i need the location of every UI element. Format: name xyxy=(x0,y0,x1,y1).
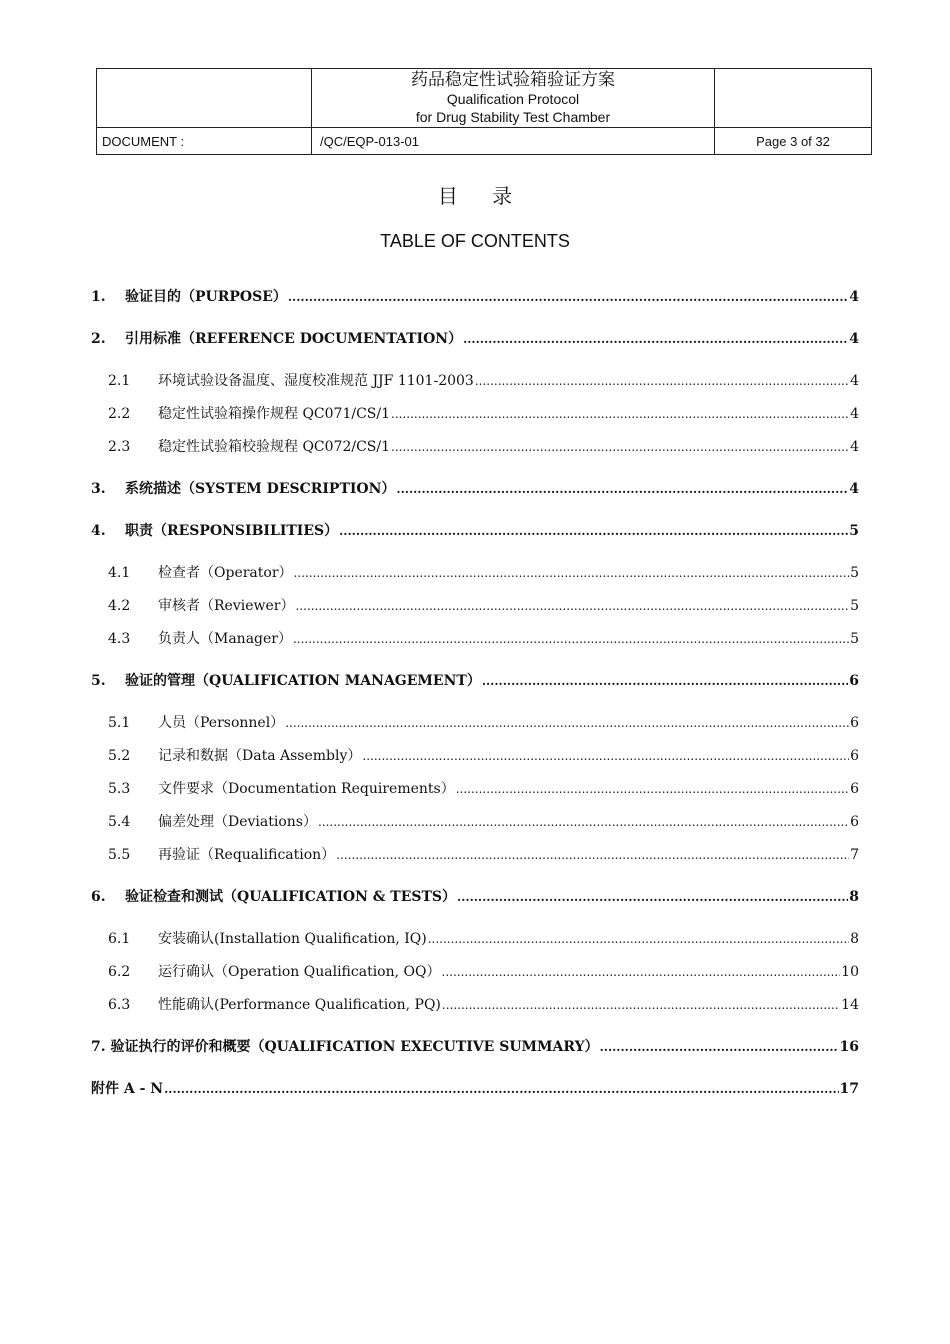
toc-entry-page: 4 xyxy=(849,481,859,497)
toc-leader-dots xyxy=(293,628,849,650)
toc-entry-page: 6 xyxy=(850,715,859,731)
toc-entry[interactable] xyxy=(91,436,859,458)
toc-entry-page: 8 xyxy=(850,931,859,947)
toc-entry[interactable] xyxy=(91,961,859,983)
toc-entry-page: 5 xyxy=(849,523,859,539)
toc-entry-number: 2.1 xyxy=(108,373,131,389)
toc-entry-page: 6 xyxy=(849,673,859,689)
toc-leader-dots xyxy=(482,670,848,692)
toc-entry-page: 4 xyxy=(850,373,859,389)
toc-entry-page: 5 xyxy=(850,565,859,581)
toc-leader-dots xyxy=(463,328,848,350)
toc-entry-page: 4 xyxy=(849,331,859,347)
toc-leader-dots xyxy=(396,478,848,500)
toc-entry-number: 5.4 xyxy=(108,814,131,830)
toc-entry[interactable] xyxy=(91,628,859,650)
toc-entry[interactable] xyxy=(91,778,859,800)
toc-entry-title: 文件要求（Documentation Requirements） xyxy=(158,781,455,797)
toc-entry-number: 5. xyxy=(91,673,106,689)
toc-leader-dots xyxy=(336,844,849,866)
toc-leader-dots xyxy=(391,403,849,425)
toc-entry-title: 检查者（Operator） xyxy=(158,565,293,581)
toc-leader-dots xyxy=(288,286,848,308)
document-label: DOCUMENT : xyxy=(97,128,312,155)
toc-entry-page: 4 xyxy=(850,406,859,422)
toc-entry-number: 5.3 xyxy=(108,781,131,797)
toc-entry-number: 2.3 xyxy=(108,439,131,455)
toc-entry-title: 偏差处理（Deviations） xyxy=(158,814,317,830)
toc-entry[interactable] xyxy=(91,745,859,767)
toc-entry-number: 5.2 xyxy=(108,748,131,764)
toc-entry-page: 4 xyxy=(849,289,859,305)
toc-entry-title: 7. 验证执行的评价和概要（QUALIFICATION EXECUTIVE SUMMARY） xyxy=(91,1039,599,1055)
toc-entry-number: 6.1 xyxy=(108,931,131,947)
toc-entry-title: 系统描述（SYSTEM DESCRIPTION） xyxy=(125,481,396,497)
toc-entry[interactable] xyxy=(91,370,859,392)
header-blank-left xyxy=(97,69,312,128)
toc-entry[interactable] xyxy=(91,595,859,617)
toc-entry-number: 4.2 xyxy=(108,598,131,614)
toc-entry[interactable] xyxy=(91,328,859,350)
toc-entry-title: 审核者（Reviewer） xyxy=(158,598,295,614)
toc-entry-title: 附件 A - N xyxy=(91,1081,164,1097)
toc-entry-number: 3. xyxy=(91,481,106,497)
toc-entry[interactable] xyxy=(91,403,859,425)
toc-entry-page: 6 xyxy=(850,781,859,797)
toc-leader-dots xyxy=(164,1078,838,1100)
toc-entry[interactable] xyxy=(91,844,859,866)
toc-leader-dots xyxy=(339,520,848,542)
toc-leader-dots xyxy=(318,811,849,833)
toc-entry-number: 5.5 xyxy=(108,847,131,863)
toc-entry-title: 引用标准（REFERENCE DOCUMENTATION） xyxy=(125,331,463,347)
header-blank-right xyxy=(715,69,872,128)
toc-entry-page: 7 xyxy=(850,847,859,863)
toc-entry[interactable] xyxy=(91,712,859,734)
toc-entry[interactable] xyxy=(91,886,859,908)
toc-leader-dots xyxy=(362,745,849,767)
toc-title-cn: 目 录 xyxy=(437,184,527,208)
toc-leader-dots xyxy=(391,436,849,458)
toc-entry-title: 再验证（Requalification） xyxy=(158,847,336,863)
toc-entry-page: 4 xyxy=(850,439,859,455)
toc-entry-page: 10 xyxy=(841,964,859,980)
toc-entry-title: 人员（Personnel） xyxy=(158,715,285,731)
toc-entry[interactable] xyxy=(91,1078,859,1100)
toc-entry-number: 2. xyxy=(91,331,106,347)
toc-entry-page: 5 xyxy=(850,631,859,647)
document-header-table xyxy=(96,68,872,155)
toc-entry[interactable] xyxy=(91,994,859,1016)
toc-entry[interactable] xyxy=(91,520,859,542)
toc-leader-dots xyxy=(456,778,849,800)
toc-entry[interactable] xyxy=(91,811,859,833)
toc-entry-number: 6.3 xyxy=(108,997,131,1013)
toc-entry[interactable] xyxy=(91,1036,859,1058)
toc-entry-page: 14 xyxy=(841,997,859,1013)
document-title-cell xyxy=(312,69,715,128)
toc-entry-page: 6 xyxy=(850,748,859,764)
toc-leader-dots xyxy=(442,994,840,1016)
toc-entry-number: 4. xyxy=(91,523,106,539)
toc-leader-dots xyxy=(475,370,849,392)
toc-entry-page: 6 xyxy=(850,814,859,830)
toc-entry-number: 2.2 xyxy=(108,406,131,422)
toc-entry[interactable] xyxy=(91,478,859,500)
toc-entry-number: 6. xyxy=(91,889,106,905)
toc-entry-page: 16 xyxy=(839,1039,859,1055)
document-title-en-line1: Qualification Protocol xyxy=(446,91,580,107)
toc-entry-title: 环境试验设备温度、湿度校准规范 JJF 1101-2003 xyxy=(158,373,474,389)
toc-entry[interactable] xyxy=(91,928,859,950)
toc-entry-title: 记录和数据（Data Assembly） xyxy=(158,748,362,764)
toc-entry-page: 5 xyxy=(850,598,859,614)
toc-leader-dots xyxy=(442,961,841,983)
toc-entry-number: 4.1 xyxy=(108,565,131,581)
document-number: /QC/EQP-013-01 xyxy=(312,128,715,155)
document-title-en-line2: for Drug Stability Test Chamber xyxy=(415,109,611,125)
toc-entry-title: 验证检查和测试（QUALIFICATION & TESTS） xyxy=(125,889,457,905)
document-title-cn: 药品稳定性试验箱验证方案 xyxy=(411,70,615,90)
toc-entry-page: 17 xyxy=(839,1081,859,1097)
toc-entry-title: 性能确认(Performance Qualification, PQ) xyxy=(158,997,441,1013)
toc-entry-number: 5.1 xyxy=(108,715,131,731)
toc-entry[interactable] xyxy=(91,562,859,584)
toc-entry[interactable] xyxy=(91,286,859,308)
toc-entry-title: 安装确认(Installation Qualification, IQ) xyxy=(158,931,427,947)
toc-title-en: TABLE OF CONTENTS xyxy=(380,231,570,251)
toc-entry-number: 1. xyxy=(91,289,106,305)
toc-leader-dots xyxy=(428,928,849,950)
toc-leader-dots xyxy=(295,595,849,617)
toc-entry-title: 稳定性试验箱校验规程 QC072/CS/1 xyxy=(158,439,391,455)
toc-entry-title: 负责人（Manager） xyxy=(158,631,292,647)
toc-leader-dots xyxy=(457,886,848,908)
page-number: Page 3 of 32 xyxy=(715,128,872,155)
toc-entry-number: 6.2 xyxy=(108,964,131,980)
toc-entry-number: 4.3 xyxy=(108,631,131,647)
toc-entry[interactable] xyxy=(91,670,859,692)
toc-entry-page: 8 xyxy=(849,889,859,905)
toc-leader-dots xyxy=(294,562,850,584)
toc-entry-title: 职责（RESPONSIBILITIES） xyxy=(125,523,339,539)
toc-entry-title: 验证目的（PURPOSE） xyxy=(125,289,287,305)
toc-entry-title: 运行确认（Operation Qualification, OQ） xyxy=(158,964,441,980)
toc-leader-dots xyxy=(285,712,849,734)
toc-entry-title: 稳定性试验箱操作规程 QC071/CS/1 xyxy=(158,406,391,422)
toc-entry-title: 验证的管理（QUALIFICATION MANAGEMENT） xyxy=(125,673,481,689)
toc-leader-dots xyxy=(600,1036,839,1058)
